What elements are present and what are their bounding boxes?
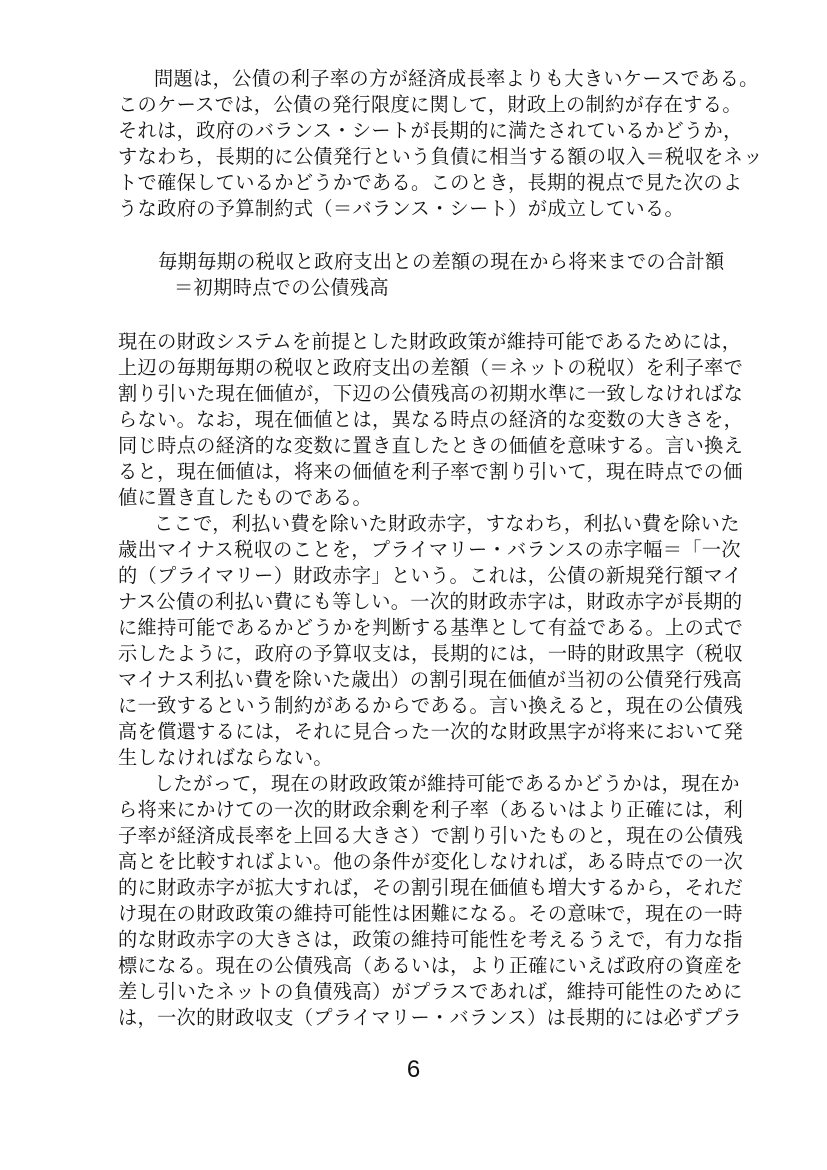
paragraph-1-line-6: うな政府の予算制約式（＝バランス・シート）が成立している。 <box>118 197 685 220</box>
paragraph-3-line-10: 生しなければならない。 <box>118 745 333 769</box>
paragraph-2-line-1: 現在の財政システムを前提とした財政政策が維持可能であるためには， <box>118 329 742 353</box>
paragraph-4-line-10: は，一次的財政収支（プライマリー・バランス）は長期的には必ずプラ <box>118 1005 743 1029</box>
paragraph-4-line-8: 標になる。現在の公債残高（あるいは，より正確にいえば政府の資産を <box>118 953 744 977</box>
paragraph-4-line-2: ら将来にかけての一次的財政余剰を利子率（あるいはより正確には，利 <box>118 797 744 821</box>
formula-line-1: 毎期毎期の税収と政府支出との差額の現在から将来までの合計額 <box>158 250 725 274</box>
paragraph-2-line-2: 上辺の毎期毎期の税収と政府支出の差額（＝ネットの税収）を利子率で <box>118 355 744 379</box>
paragraph-4-line-5: 的に財政赤字が拡大すれば，その割引現在価値も増大するから，それだ <box>118 875 744 899</box>
paragraph-3-line-9: 高を償還するには，それに見合った一次的な財政黒字が将来において発 <box>118 719 744 743</box>
paragraph-4-line-7: 的な財政赤字の大きさは，政策の維持可能性を考えるうえで，有力な指 <box>118 927 743 951</box>
paragraph-3-line-4: ナス公債の利払い費にも等しい。一次的財政赤字は，財政赤字が長期的 <box>118 589 743 613</box>
paragraph-1-line-3: それは，政府のバランス・シートが長期的に満たされているかどうか， <box>118 119 743 142</box>
paragraph-1-line-2: このケースでは，公債の発行限度に関して，財政上の制約が存在する。 <box>118 93 742 116</box>
paragraph-2-line-7: 値に置き直したものである。 <box>118 485 372 509</box>
paragraph-4-line-1: したがって，現在の財政政策が維持可能であるかどうかは，現在か <box>154 771 740 795</box>
paragraph-4-line-6: け現在の財政政策の維持可能性は困難になる。その意味で，現在の一時 <box>118 901 743 925</box>
paragraph-1-line-1: 問題は，公債の利子率の方が経済成長率よりも大きいケースである。 <box>154 67 759 90</box>
formula-line-2: ＝初期時点での公債残高 <box>174 276 389 300</box>
paragraph-3-line-6: 示したように，政府の予算収支は，長期的には，一時的財政黒字（税収 <box>118 641 744 665</box>
paragraph-3-line-3: 的（プライマリー）財政赤字」という。これは，公債の新規発行額マイ <box>118 563 743 587</box>
paragraph-4-line-3: 子率が経済成長率を上回る大きさ）で割り引いたものと，現在の公債残 <box>118 823 744 847</box>
paragraph-3-line-2: 歳出マイナス税収のことを，プライマリー・バランスの赤字幅＝「一次 <box>118 537 741 561</box>
paragraph-3-line-8: に一致するという制約があるからである。言い換えると，現在の公債残 <box>118 693 744 717</box>
paragraph-4-line-4: 高とを比較すればよい。他の条件が変化しなければ，ある時点での一次 <box>118 849 744 873</box>
paragraph-1-line-4: すなわち，長期的に公債発行という負債に相当する額の収入＝税収をネッ <box>118 145 763 168</box>
paragraph-2-line-3: 割り引いた現在価値が，下辺の公債残高の初期水準に一致しなければな <box>118 381 744 405</box>
paragraph-1-line-5: トで確保しているかどうかである。このとき，長期的視点で見た次のよ <box>118 171 743 194</box>
page-number: 6 <box>406 1056 421 1083</box>
paragraph-2-line-4: らない。なお，現在価値とは，異なる時点の経済的な変数の大きさを， <box>118 407 744 431</box>
paragraph-4-line-9: 差し引いたネットの負債残高）がプラスであれば，維持可能性のために <box>118 979 743 1003</box>
paragraph-3-line-1: ここで，利払い費を除いた財政赤字，すなわち，利払い費を除いた <box>154 511 740 535</box>
paragraph-3-line-5: に維持可能であるかどうかを判断する基準として有益である。上の式で <box>118 615 744 639</box>
paragraph-2-line-6: ると，現在価値は，将来の価値を利子率で割り引いて，現在時点での価 <box>118 459 743 483</box>
paragraph-2-line-5: 同じ時点の経済的な変数に置き直したときの価値を意味する。言い換え <box>118 433 744 457</box>
paragraph-3-line-7: マイナス利払い費を除いた歳出）の割引現在価値が当初の公債発行残高 <box>118 667 743 691</box>
